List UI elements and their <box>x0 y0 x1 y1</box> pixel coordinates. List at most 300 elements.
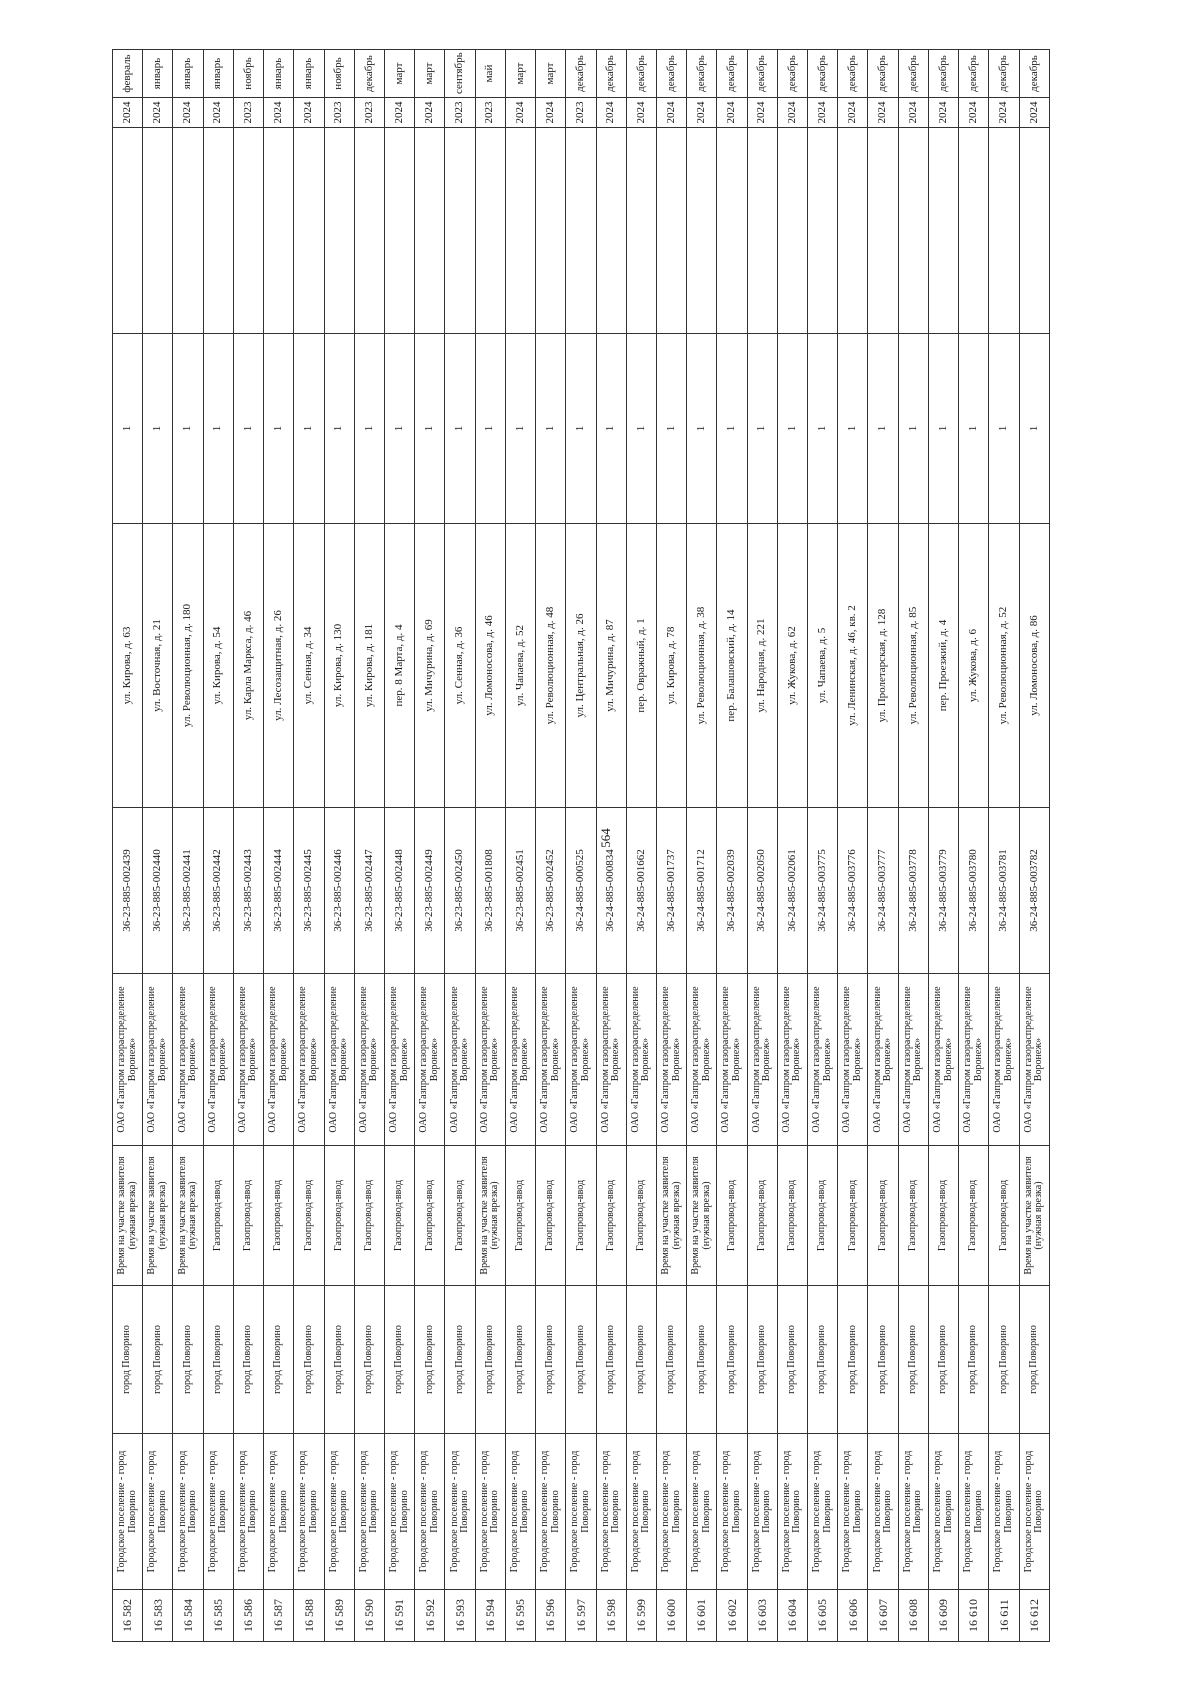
table-row <box>868 50 898 1642</box>
address-cell: ул. Кирова, д. 54 <box>203 524 233 808</box>
row-index: 16 586 <box>233 1590 263 1642</box>
quantity-cell: 1 <box>536 334 566 524</box>
year-cell: 2024 <box>868 98 898 128</box>
month-cell: декабрь <box>928 50 958 98</box>
month-cell: март <box>505 50 535 98</box>
month-cell: сентябрь <box>445 50 475 98</box>
blank-cell <box>475 128 505 334</box>
address-cell: ул. Жукова, д. 6 <box>959 524 989 808</box>
quantity-cell: 1 <box>687 334 717 524</box>
organization-cell: ОАО «Газпром газораспределение Воронеж» <box>626 974 656 1146</box>
work-type-cell: Время на участке заявителя (нужная врезка) <box>687 1146 717 1286</box>
settlement-cell: город Поворино <box>475 1286 505 1434</box>
municipality-cell: Городское поселение - город Поворино <box>656 1434 686 1590</box>
work-type-cell: Газопровод-ввод <box>566 1146 596 1286</box>
quantity-cell: 1 <box>596 334 626 524</box>
row-index: 16 585 <box>203 1590 233 1642</box>
row-index: 16 607 <box>868 1590 898 1642</box>
row-index: 16 583 <box>143 1590 173 1642</box>
row-index: 16 609 <box>928 1590 958 1642</box>
quantity-cell: 1 <box>626 334 656 524</box>
row-index: 16 611 <box>989 1590 1019 1642</box>
blank-cell <box>838 128 868 334</box>
municipality-cell: Городское поселение - город Поворино <box>687 1434 717 1590</box>
organization-cell: ОАО «Газпром газораспределение Воронеж» <box>113 974 143 1146</box>
registry-number-cell: 36-24-885-003781 <box>989 808 1019 974</box>
municipality-cell: Городское поселение - город Поворино <box>294 1434 324 1590</box>
settlement-cell: город Поворино <box>264 1286 294 1434</box>
work-type-cell: Газопровод-ввод <box>747 1146 777 1286</box>
municipality-cell: Городское поселение - город Поворино <box>505 1434 535 1590</box>
organization-cell: ОАО «Газпром газораспределение Воронеж» <box>596 974 626 1146</box>
quantity-cell: 1 <box>354 334 384 524</box>
year-cell: 2024 <box>1019 98 1049 128</box>
month-cell: декабрь <box>566 50 596 98</box>
municipality-cell: Городское поселение - город Поворино <box>747 1434 777 1590</box>
organization-cell: ОАО «Газпром газораспределение Воронеж» <box>324 974 354 1146</box>
month-cell: ноябрь <box>233 50 263 98</box>
municipality-cell: Городское поселение - город Поворино <box>173 1434 203 1590</box>
year-cell: 2024 <box>928 98 958 128</box>
organization-cell: ОАО «Газпром газораспределение Воронеж» <box>475 974 505 1146</box>
address-cell: ул. Сенная, д. 34 <box>294 524 324 808</box>
municipality-cell: Городское поселение - город Поворино <box>959 1434 989 1590</box>
organization-cell: ОАО «Газпром газораспределение Воронеж» <box>233 974 263 1146</box>
blank-cell <box>989 128 1019 334</box>
registry-number-cell: 36-23-885-002450 <box>445 808 475 974</box>
row-index: 16 601 <box>687 1590 717 1642</box>
organization-cell: ОАО «Газпром газораспределение Воронеж» <box>989 974 1019 1146</box>
organization-cell: ОАО «Газпром газораспределение Воронеж» <box>959 974 989 1146</box>
table-body <box>113 50 1050 1642</box>
month-cell: январь <box>173 50 203 98</box>
blank-cell <box>173 128 203 334</box>
quantity-cell: 1 <box>838 334 868 524</box>
work-type-cell: Газопровод-ввод <box>233 1146 263 1286</box>
address-cell: ул. Чапаева, д. 5 <box>808 524 838 808</box>
quantity-cell: 1 <box>415 334 445 524</box>
year-cell: 2023 <box>354 98 384 128</box>
address-cell: пер. 8 Марта, д. 4 <box>384 524 414 808</box>
quantity-cell: 1 <box>324 334 354 524</box>
table-row <box>505 50 535 1642</box>
blank-cell <box>656 128 686 334</box>
registry-number-cell: 36-23-885-001808 <box>475 808 505 974</box>
year-cell: 2024 <box>989 98 1019 128</box>
blank-cell <box>294 128 324 334</box>
year-cell: 2023 <box>324 98 354 128</box>
municipality-cell: Городское поселение - город Поворино <box>717 1434 747 1590</box>
row-index: 16 589 <box>324 1590 354 1642</box>
blank-cell <box>596 128 626 334</box>
settlement-cell: город Поворино <box>596 1286 626 1434</box>
blank-cell <box>324 128 354 334</box>
settlement-cell: город Поворино <box>445 1286 475 1434</box>
month-cell: декабрь <box>808 50 838 98</box>
month-cell: декабрь <box>717 50 747 98</box>
month-cell: январь <box>264 50 294 98</box>
municipality-cell: Городское поселение - город Поворино <box>989 1434 1019 1590</box>
work-type-cell: Газопровод-ввод <box>384 1146 414 1286</box>
organization-cell: ОАО «Газпром газораспределение Воронеж» <box>505 974 535 1146</box>
month-cell: январь <box>203 50 233 98</box>
registry-number-cell: 36-23-885-002445 <box>294 808 324 974</box>
work-type-cell: Время на участке заявителя (нужная врезка) <box>475 1146 505 1286</box>
registry-number-cell: 36-24-885-003777 <box>868 808 898 974</box>
settlement-cell: город Поворино <box>143 1286 173 1434</box>
year-cell: 2024 <box>687 98 717 128</box>
address-cell: ул. Революционная, д. 85 <box>898 524 928 808</box>
settlement-cell: город Поворино <box>173 1286 203 1434</box>
settlement-cell: город Поворино <box>928 1286 958 1434</box>
row-index: 16 595 <box>505 1590 535 1642</box>
municipality-cell: Городское поселение - город Поворино <box>928 1434 958 1590</box>
address-cell: ул. Революционная, д. 38 <box>687 524 717 808</box>
registry-number-cell: 36-24-885-003775 <box>808 808 838 974</box>
quantity-cell: 1 <box>566 334 596 524</box>
work-type-cell: Газопровод-ввод <box>868 1146 898 1286</box>
table-row <box>747 50 777 1642</box>
municipality-cell: Городское поселение - город Поворино <box>445 1434 475 1590</box>
settlement-cell: город Поворино <box>838 1286 868 1434</box>
work-type-cell: Время на участке заявителя (нужная врезка) <box>656 1146 686 1286</box>
table-row <box>566 50 596 1642</box>
registry-number-cell: 36-24-885-000834 <box>596 808 626 974</box>
table-row <box>294 50 324 1642</box>
month-cell: декабрь <box>898 50 928 98</box>
organization-cell: ОАО «Газпром газораспределение Воронеж» <box>264 974 294 1146</box>
month-cell: январь <box>294 50 324 98</box>
quantity-cell: 1 <box>1019 334 1049 524</box>
organization-cell: ОАО «Газпром газораспределение Воронеж» <box>445 974 475 1146</box>
municipality-cell: Городское поселение - город Поворино <box>1019 1434 1049 1590</box>
organization-cell: ОАО «Газпром газораспределение Воронеж» <box>415 974 445 1146</box>
address-cell: ул. Восточная, д. 21 <box>143 524 173 808</box>
quantity-cell: 1 <box>264 334 294 524</box>
row-index: 16 608 <box>898 1590 928 1642</box>
settlement-cell: город Поворино <box>868 1286 898 1434</box>
address-cell: ул. Народная, д. 221 <box>747 524 777 808</box>
row-index: 16 597 <box>566 1590 596 1642</box>
table-row <box>264 50 294 1642</box>
row-index: 16 584 <box>173 1590 203 1642</box>
month-cell: январь <box>143 50 173 98</box>
municipality-cell: Городское поселение - город Поворино <box>808 1434 838 1590</box>
table-row <box>475 50 505 1642</box>
settlement-cell: город Поворино <box>203 1286 233 1434</box>
registry-number-cell: 36-24-885-001737 <box>656 808 686 974</box>
blank-cell <box>959 128 989 334</box>
gas-connection-table <box>112 50 1050 1642</box>
blank-cell <box>626 128 656 334</box>
settlement-cell: город Поворино <box>808 1286 838 1434</box>
table-row <box>989 50 1019 1642</box>
municipality-cell: Городское поселение - город Поворино <box>898 1434 928 1590</box>
row-index: 16 587 <box>264 1590 294 1642</box>
blank-cell <box>808 128 838 334</box>
row-index: 16 593 <box>445 1590 475 1642</box>
work-type-cell: Газопровод-ввод <box>415 1146 445 1286</box>
address-cell: ул. Кирова, д. 63 <box>113 524 143 808</box>
settlement-cell: город Поворино <box>747 1286 777 1434</box>
quantity-cell: 1 <box>989 334 1019 524</box>
year-cell: 2024 <box>294 98 324 128</box>
month-cell: февраль <box>113 50 143 98</box>
address-cell: ул. Пролетарская, д. 128 <box>868 524 898 808</box>
blank-cell <box>445 128 475 334</box>
blank-cell <box>415 128 445 334</box>
blank-cell <box>717 128 747 334</box>
registry-number-cell: 36-23-885-002443 <box>233 808 263 974</box>
year-cell: 2023 <box>445 98 475 128</box>
organization-cell: ОАО «Газпром газораспределение Воронеж» <box>777 974 807 1146</box>
registry-number-cell: 36-23-885-002439 <box>113 808 143 974</box>
municipality-cell: Городское поселение - город Поворино <box>354 1434 384 1590</box>
year-cell: 2024 <box>959 98 989 128</box>
quantity-cell: 1 <box>384 334 414 524</box>
year-cell: 2023 <box>233 98 263 128</box>
municipality-cell: Городское поселение - город Поворино <box>868 1434 898 1590</box>
year-cell: 2024 <box>626 98 656 128</box>
address-cell: ул. Ломоносова, д. 46 <box>475 524 505 808</box>
table-row <box>596 50 626 1642</box>
table-row <box>203 50 233 1642</box>
year-cell: 2024 <box>203 98 233 128</box>
row-index: 16 590 <box>354 1590 384 1642</box>
blank-cell <box>203 128 233 334</box>
quantity-cell: 1 <box>294 334 324 524</box>
year-cell: 2024 <box>415 98 445 128</box>
address-cell: ул. Центральная, д. 26 <box>566 524 596 808</box>
year-cell: 2024 <box>143 98 173 128</box>
organization-cell: ОАО «Газпром газораспределение Воронеж» <box>868 974 898 1146</box>
organization-cell: ОАО «Газпром газораспределение Воронеж» <box>838 974 868 1146</box>
row-index: 16 588 <box>294 1590 324 1642</box>
blank-cell <box>868 128 898 334</box>
blank-cell <box>264 128 294 334</box>
blank-cell <box>777 128 807 334</box>
year-cell: 2024 <box>536 98 566 128</box>
address-cell: ул. Лесозащитная, д. 26 <box>264 524 294 808</box>
registry-number-cell: 36-24-885-001712 <box>687 808 717 974</box>
settlement-cell: город Поворино <box>989 1286 1019 1434</box>
work-type-cell: Газопровод-ввод <box>626 1146 656 1286</box>
work-type-cell: Газопровод-ввод <box>838 1146 868 1286</box>
year-cell: 2024 <box>505 98 535 128</box>
quantity-cell: 1 <box>928 334 958 524</box>
quantity-cell: 1 <box>868 334 898 524</box>
work-type-cell: Газопровод-ввод <box>445 1146 475 1286</box>
month-cell: декабрь <box>959 50 989 98</box>
address-cell: ул. Революционная, д. 48 <box>536 524 566 808</box>
municipality-cell: Городское поселение - город Поворино <box>203 1434 233 1590</box>
municipality-cell: Городское поселение - город Поворино <box>113 1434 143 1590</box>
organization-cell: ОАО «Газпром газораспределение Воронеж» <box>656 974 686 1146</box>
work-type-cell: Газопровод-ввод <box>354 1146 384 1286</box>
row-index: 16 594 <box>475 1590 505 1642</box>
address-cell: ул. Чапаева, д. 52 <box>505 524 535 808</box>
table-row <box>173 50 203 1642</box>
settlement-cell: город Поворино <box>536 1286 566 1434</box>
registry-number-cell: 36-23-885-002444 <box>264 808 294 974</box>
year-cell: 2024 <box>656 98 686 128</box>
municipality-cell: Городское поселение - город Поворино <box>324 1434 354 1590</box>
quantity-cell: 1 <box>505 334 535 524</box>
organization-cell: ОАО «Газпром газораспределение Воронеж» <box>143 974 173 1146</box>
registry-number-cell: 36-23-885-002449 <box>415 808 445 974</box>
quantity-cell: 1 <box>898 334 928 524</box>
municipality-cell: Городское поселение - город Поворино <box>415 1434 445 1590</box>
blank-cell <box>143 128 173 334</box>
month-cell: декабрь <box>868 50 898 98</box>
table-row <box>354 50 384 1642</box>
quantity-cell: 1 <box>475 334 505 524</box>
registry-number-cell: 36-23-885-002447 <box>354 808 384 974</box>
blank-cell <box>747 128 777 334</box>
registry-number-cell: 36-24-885-000525 <box>566 808 596 974</box>
table-row <box>808 50 838 1642</box>
year-cell: 2024 <box>747 98 777 128</box>
row-index: 16 612 <box>1019 1590 1049 1642</box>
registry-number-cell: 36-23-885-002440 <box>143 808 173 974</box>
municipality-cell: Городское поселение - город Поворино <box>596 1434 626 1590</box>
work-type-cell: Газопровод-ввод <box>898 1146 928 1286</box>
year-cell: 2023 <box>566 98 596 128</box>
blank-cell <box>898 128 928 334</box>
year-cell: 2024 <box>717 98 747 128</box>
registry-number-cell: 36-23-885-002448 <box>384 808 414 974</box>
organization-cell: ОАО «Газпром газораспределение Воронеж» <box>898 974 928 1146</box>
organization-cell: ОАО «Газпром газораспределение Воронеж» <box>566 974 596 1146</box>
settlement-cell: город Поворино <box>294 1286 324 1434</box>
registry-number-cell: 36-24-885-001662 <box>626 808 656 974</box>
settlement-cell: город Поворино <box>566 1286 596 1434</box>
organization-cell: ОАО «Газпром газораспределение Воронеж» <box>717 974 747 1146</box>
municipality-cell: Городское поселение - город Поворино <box>233 1434 263 1590</box>
table-row <box>777 50 807 1642</box>
quantity-cell: 1 <box>203 334 233 524</box>
quantity-cell: 1 <box>656 334 686 524</box>
month-cell: май <box>475 50 505 98</box>
row-index: 16 591 <box>384 1590 414 1642</box>
organization-cell: ОАО «Газпром газораспределение Воронеж» <box>536 974 566 1146</box>
month-cell: март <box>536 50 566 98</box>
registry-number-cell: 36-23-885-002441 <box>173 808 203 974</box>
address-cell: ул. Ломоносова, д. 86 <box>1019 524 1049 808</box>
work-type-cell: Газопровод-ввод <box>989 1146 1019 1286</box>
table-row <box>928 50 958 1642</box>
address-cell: ул. Мичурина, д. 87 <box>596 524 626 808</box>
month-cell: декабрь <box>656 50 686 98</box>
month-cell: декабрь <box>747 50 777 98</box>
municipality-cell: Городское поселение - город Поворино <box>384 1434 414 1590</box>
year-cell: 2024 <box>838 98 868 128</box>
registry-number-cell: 36-23-885-002452 <box>536 808 566 974</box>
address-cell: пер. Балашовский, д. 14 <box>717 524 747 808</box>
municipality-cell: Городское поселение - город Поворино <box>264 1434 294 1590</box>
table-row <box>233 50 263 1642</box>
address-cell: ул. Карла Маркса, д. 46 <box>233 524 263 808</box>
work-type-cell: Газопровод-ввод <box>777 1146 807 1286</box>
settlement-cell: город Поворино <box>626 1286 656 1434</box>
quantity-cell: 1 <box>113 334 143 524</box>
settlement-cell: город Поворино <box>324 1286 354 1434</box>
registry-number-cell: 36-24-885-003778 <box>898 808 928 974</box>
work-type-cell: Газопровод-ввод <box>596 1146 626 1286</box>
settlement-cell: город Поворино <box>687 1286 717 1434</box>
table-row <box>838 50 868 1642</box>
municipality-cell: Городское поселение - город Поворино <box>838 1434 868 1590</box>
settlement-cell: город Поворино <box>959 1286 989 1434</box>
work-type-cell: Газопровод-ввод <box>717 1146 747 1286</box>
work-type-cell: Время на участке заявителя (нужная врезка) <box>1019 1146 1049 1286</box>
table-row <box>536 50 566 1642</box>
municipality-cell: Городское поселение - город Поворино <box>475 1434 505 1590</box>
work-type-cell: Время на участке заявителя (нужная врезка) <box>113 1146 143 1286</box>
settlement-cell: город Поворино <box>505 1286 535 1434</box>
address-cell: пер. Овражный, д. 1 <box>626 524 656 808</box>
work-type-cell: Газопровод-ввод <box>324 1146 354 1286</box>
month-cell: март <box>415 50 445 98</box>
table-row <box>384 50 414 1642</box>
year-cell: 2024 <box>113 98 143 128</box>
blank-cell <box>536 128 566 334</box>
blank-cell <box>687 128 717 334</box>
registry-number-cell: 36-24-885-002050 <box>747 808 777 974</box>
organization-cell: ОАО «Газпром газораспределение Воронеж» <box>173 974 203 1146</box>
table-row <box>324 50 354 1642</box>
year-cell: 2024 <box>264 98 294 128</box>
row-index: 16 610 <box>959 1590 989 1642</box>
table-row <box>113 50 143 1642</box>
registry-number-cell: 36-23-885-002446 <box>324 808 354 974</box>
registry-number-cell: 36-23-885-002442 <box>203 808 233 974</box>
quantity-cell: 1 <box>808 334 838 524</box>
row-index: 16 596 <box>536 1590 566 1642</box>
settlement-cell: город Поворино <box>113 1286 143 1434</box>
organization-cell: ОАО «Газпром газораспределение Воронеж» <box>687 974 717 1146</box>
work-type-cell: Газопровод-ввод <box>536 1146 566 1286</box>
settlement-cell: город Поворино <box>233 1286 263 1434</box>
blank-cell <box>384 128 414 334</box>
table-row <box>717 50 747 1642</box>
table-row <box>445 50 475 1642</box>
registry-number-cell: 36-24-885-003776 <box>838 808 868 974</box>
table-row <box>626 50 656 1642</box>
work-type-cell: Газопровод-ввод <box>959 1146 989 1286</box>
registry-number-cell: 36-24-885-003780 <box>959 808 989 974</box>
year-cell: 2024 <box>808 98 838 128</box>
month-cell: декабрь <box>1019 50 1049 98</box>
row-index: 16 605 <box>808 1590 838 1642</box>
quantity-cell: 1 <box>959 334 989 524</box>
year-cell: 2024 <box>173 98 203 128</box>
table-row <box>656 50 686 1642</box>
table-row <box>143 50 173 1642</box>
month-cell: ноябрь <box>324 50 354 98</box>
organization-cell: ОАО «Газпром газораспределение Воронеж» <box>294 974 324 1146</box>
organization-cell: ОАО «Газпром газораспределение Воронеж» <box>747 974 777 1146</box>
blank-cell <box>113 128 143 334</box>
address-cell: ул. Мичурина, д. 69 <box>415 524 445 808</box>
blank-cell <box>566 128 596 334</box>
address-cell: ул. Сенная, д. 36 <box>445 524 475 808</box>
row-index: 16 602 <box>717 1590 747 1642</box>
address-cell: ул. Революционная, д. 180 <box>173 524 203 808</box>
settlement-cell: город Поворино <box>384 1286 414 1434</box>
organization-cell: ОАО «Газпром газораспределение Воронеж» <box>808 974 838 1146</box>
settlement-cell: город Поворино <box>717 1286 747 1434</box>
